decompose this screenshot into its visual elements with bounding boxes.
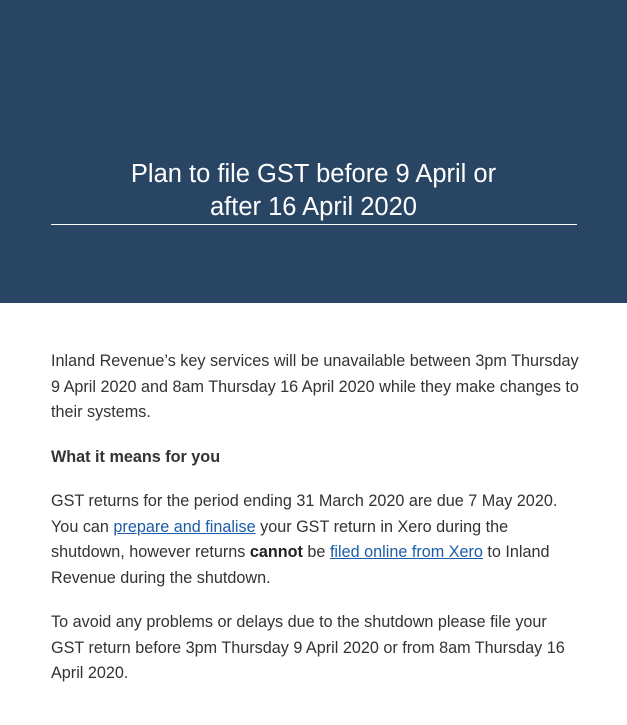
paragraph-text: GST returns for the period ending 31 March 2020 are due 7 May 2020. You can [51, 492, 558, 536]
email-body [51, 349, 581, 706]
page-title [0, 158, 627, 224]
paragraph-text: be [302, 543, 330, 561]
title-underline-divider [51, 224, 577, 225]
section-heading: What it means for you [51, 447, 221, 466]
intro-paragraph: Inland Revenue’s key services will be unavailable between 3pm Thursday 9 April 2020 and 8am Thursday 16 April 2020 while they make changes to their systems. [51, 352, 579, 421]
prepare-and-finalise-link[interactable]: prepare and finalise [113, 517, 256, 536]
emphasis-cannot: cannot [249, 543, 303, 561]
filed-online-from-xero-link[interactable]: filed online from Xero [329, 543, 483, 561]
title-line-2: after 16 April 2020 [210, 193, 417, 221]
gst-details-paragraph [51, 489, 581, 591]
advice-paragraph: To avoid any problems or delays due to the shutdown please file your GST return before 3pm Thursday 9 April 2020 or from 8am Thursday 16 April 2020. [51, 613, 565, 682]
email-header-banner [0, 0, 627, 303]
paragraph-text: to Inland Revenue during the shutdown. [51, 543, 550, 587]
title-line-1: Plan to file GST before 9 April or [130, 160, 497, 188]
paragraph-text: your GST return in Xero during the shutdown, however returns [51, 517, 509, 561]
